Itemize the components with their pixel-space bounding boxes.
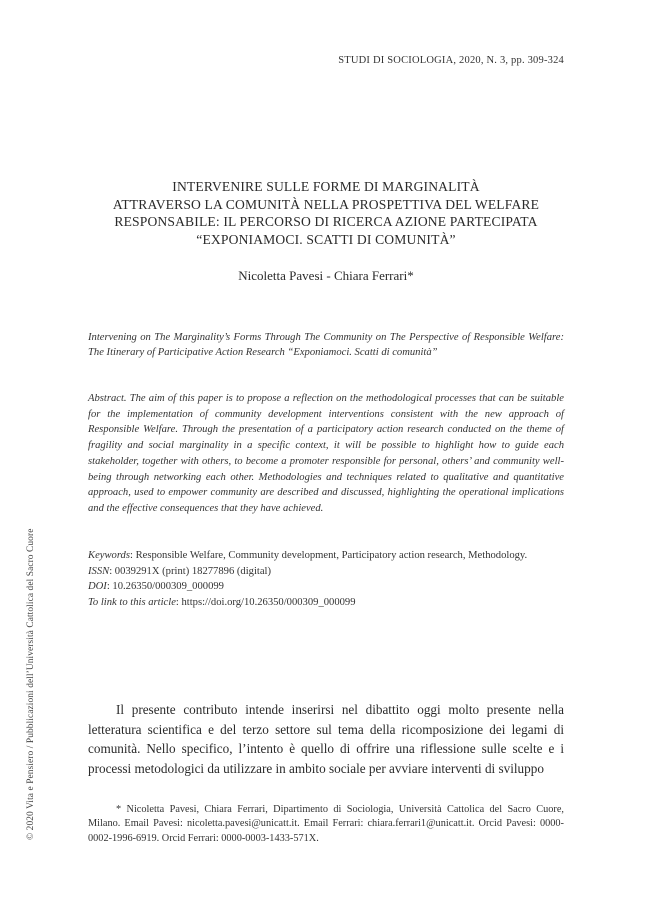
doi-label: DOI: [88, 581, 107, 592]
abstract: Abstract. The aim of this paper is to propose a reflection on the methodological processes that can be suitable for the implementation of community development interventions consistent with the new approach of Responsible Welfare. Through the presentation of a participatory action research conducted on the theme of fragility and social marginality in a specific context, it will be possible to highlight how to guide each stakeholder, together with others, to become a promoter responsible for personal, others’ and community well-being through networking each other. Methodologies and techniques related to qualitative and quantitative approach, used to empower community are described and discussed, highlighting the operational implications and the effective consequences that they have achieved.: [88, 393, 564, 514]
keywords-value: : Responsible Welfare, Community development, Participatory action research, Methodology.: [129, 550, 528, 561]
english-title: Intervening on The Marginality’s Forms Through The Community on The Perspective of Responsible Welfare: The Itinerary of Participative Action Research “Exponiamoci. Scatti di comunità”: [88, 332, 564, 358]
authors: Nicoletta Pavesi - Chiara Ferrari*: [238, 268, 414, 283]
title-line: ATTRAVERSO LA COMUNITÀ NELLA PROSPETTIVA DEL WELFARE: [112, 196, 540, 212]
doi-row: [88, 579, 564, 595]
article-title: [88, 178, 564, 248]
link-row: [88, 595, 564, 611]
copyright-sidebar: © 2020 Vita e Pensiero / Pubblicazioni dell’Università Cattolica del Sacro Cuore: [26, 528, 36, 840]
keywords-row: [88, 548, 564, 564]
keywords-label: Keywords: [88, 550, 130, 561]
issn-row: [88, 564, 564, 580]
journal-header: STUDI DI SOCIOLOGIA, 2020, N. 3, pp. 309-324: [338, 55, 564, 66]
title-line: INTERVENIRE SULLE FORME DI MARGINALITÀ: [172, 179, 480, 194]
title-line: “EXPONIAMOCI. SCATTI DI COMUNITÀ”: [196, 231, 456, 247]
title-line: RESPONSABILE: IL PERCORSO DI RICERCA AZIONE PARTECIPATA: [114, 214, 538, 229]
doi-link[interactable]: : https://doi.org/10.26350/000309_000099: [175, 596, 356, 608]
author-footnote: * Nicoletta Pavesi, Chiara Ferrari, Dipartimento di Sociologia, Università Cattolica del Sacro Cuore, Milano. Email Pavesi: nicoletta.pavesi@unicatt.it. Email Ferrari: chiara.ferrari1@unicatt.it. Orcid Pavesi: 0000-0002-1996-6919. Orcid Ferrari: 0000-0003-1433-571X.: [88, 804, 564, 844]
issn-value: : 0039291X (print) 18277896 (digital): [109, 565, 272, 577]
article-metadata: [88, 548, 564, 610]
body-paragraph: Il presente contributo intende inserirsi nel dibattito oggi molto presente nella letteratura scientifica e del terzo settore sul tema della ricomposizione dei legami di comunità. Nello specifico, l’intento è quello di offrire una riflessione sulle scelte e i processi metodologici da utilizzare in ambito sociale per avviare interventi di sviluppo: [88, 702, 564, 776]
issn-label: ISSN: [88, 565, 110, 577]
link-label: To link to this article: [88, 596, 176, 608]
doi-value: : 10.26350/000309_000099: [106, 581, 224, 592]
